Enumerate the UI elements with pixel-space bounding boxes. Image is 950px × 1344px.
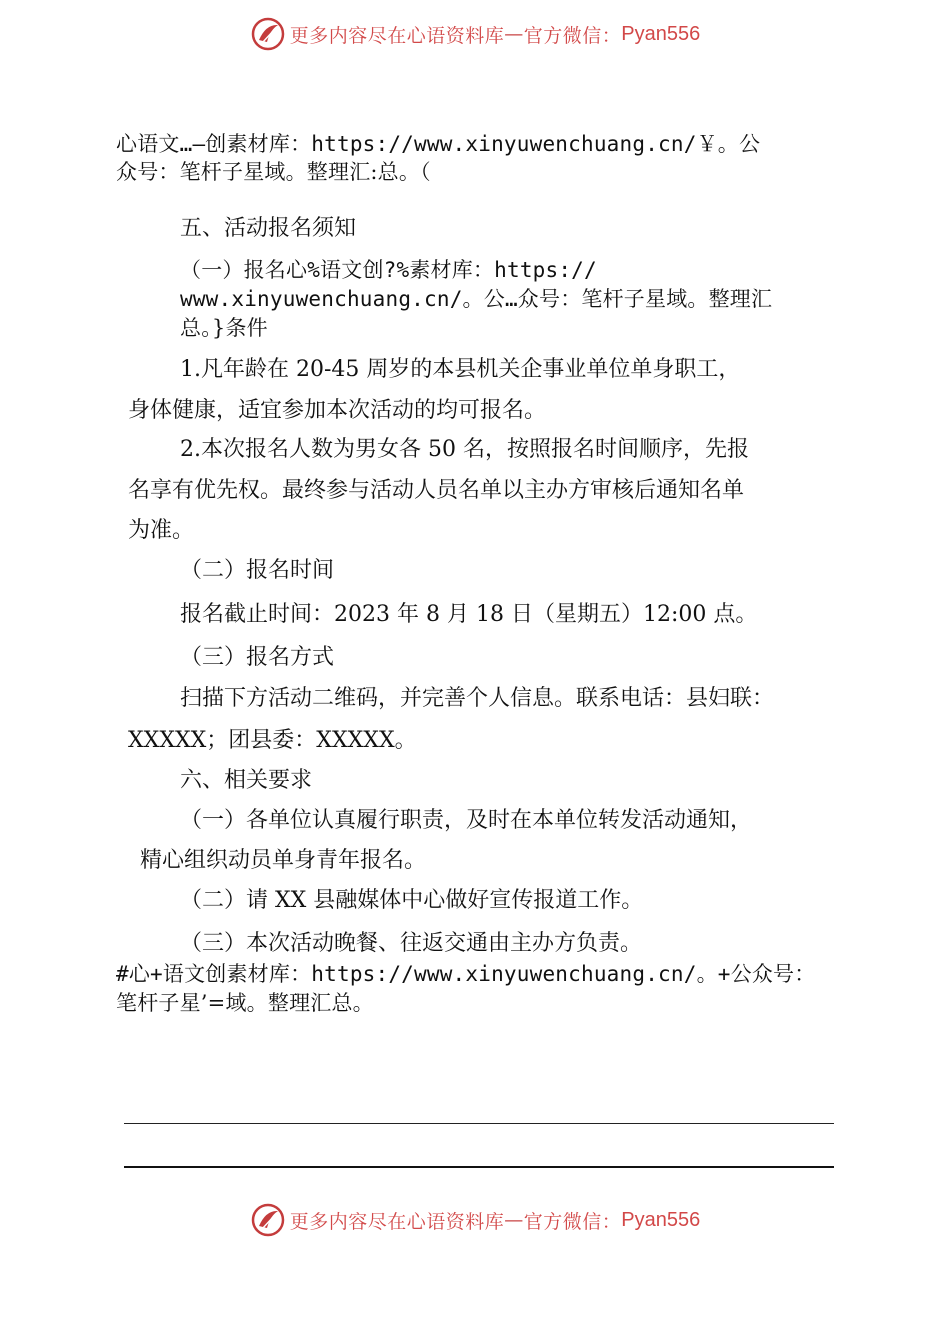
watermark-line-3: #心+语文创素材库：https://www.xinyuwenchuang.cn/。+公众号： — [116, 962, 816, 986]
subsection-1-line-3: 总。}条件 — [180, 316, 268, 340]
paragraph-2-line-2: 名享有优先权。最终参与活动人员名单以主办方审核后通知名单 — [128, 478, 745, 503]
banner-separator: — — [504, 23, 524, 45]
banner-text: 更多内容尽在心语资料库 — [289, 1210, 505, 1233]
scan-instruction: 扫描下方活动二维码，并完善个人信息。联系电话：县妇联： — [180, 686, 775, 711]
footer-banner — [0, 1200, 950, 1240]
subsection-1-line-1: （一）报名心%语文创?%素材库：https:// — [180, 258, 597, 282]
logo-icon — [250, 1202, 286, 1238]
banner-wechat-handle: Pyan556 — [621, 1208, 701, 1231]
banner-wechat-handle: Pyan556 — [621, 22, 701, 45]
requirement-1-line-1: （一）各单位认真履行职责，及时在本单位转发活动通知， — [180, 808, 753, 833]
subsection-1-line-2: www.xinyuwenchuang.cn/。公…众号：笔杆子星域。整理汇 — [180, 287, 773, 311]
paragraph-1-line-1: 1.凡年龄在 20-45 周岁的本县机关企事业单位单身职工， — [180, 357, 741, 382]
contact-phones: XXXXX；团县委：XXXXX。 — [128, 728, 417, 753]
paragraph-2-line-1: 2.本次报名人数为男女各 50 名，按照报名时间顺序，先报 — [180, 437, 749, 462]
banner-wechat-label: 官方微信： — [523, 24, 622, 47]
paragraph-1-line-2: 身体健康，适宜参加本次活动的均可报名。 — [128, 398, 547, 423]
watermark-line-1: 心语文…—创素材库：https://www.xinyuwenchuang.cn/￥。公 — [116, 132, 761, 156]
watermark-line-4: 笔杆子星’=域。整理汇总。 — [116, 991, 374, 1015]
divider-line-2 — [124, 1166, 834, 1168]
subsection-3-heading: （三）报名方式 — [180, 645, 335, 670]
banner-separator: — — [504, 1209, 524, 1231]
banner-wechat-label: 官方微信： — [523, 1210, 622, 1233]
section-heading-6: 六、相关要求 — [180, 768, 313, 793]
logo-icon — [250, 16, 286, 52]
requirement-3: （三）本次活动晚餐、往返交通由主办方负责。 — [180, 931, 643, 956]
deadline-text: 报名截止时间：2023 年 8 月 18 日（星期五）12:00 点。 — [180, 602, 758, 627]
divider-line-1 — [124, 1123, 834, 1124]
header-banner — [0, 14, 950, 54]
watermark-line-2: 众号：笔杆子星域。整理汇:总。（ — [116, 160, 431, 184]
section-heading-5: 五、活动报名须知 — [180, 216, 357, 241]
requirement-2: （二）请 XX 县融媒体中心做好宣传报道工作。 — [180, 888, 644, 913]
paragraph-2-line-3: 为准。 — [128, 518, 195, 543]
requirement-1-line-2: 精心组织动员单身青年报名。 — [140, 848, 427, 873]
banner-text: 更多内容尽在心语资料库 — [289, 24, 505, 47]
subsection-2-heading: （二）报名时间 — [180, 558, 335, 583]
